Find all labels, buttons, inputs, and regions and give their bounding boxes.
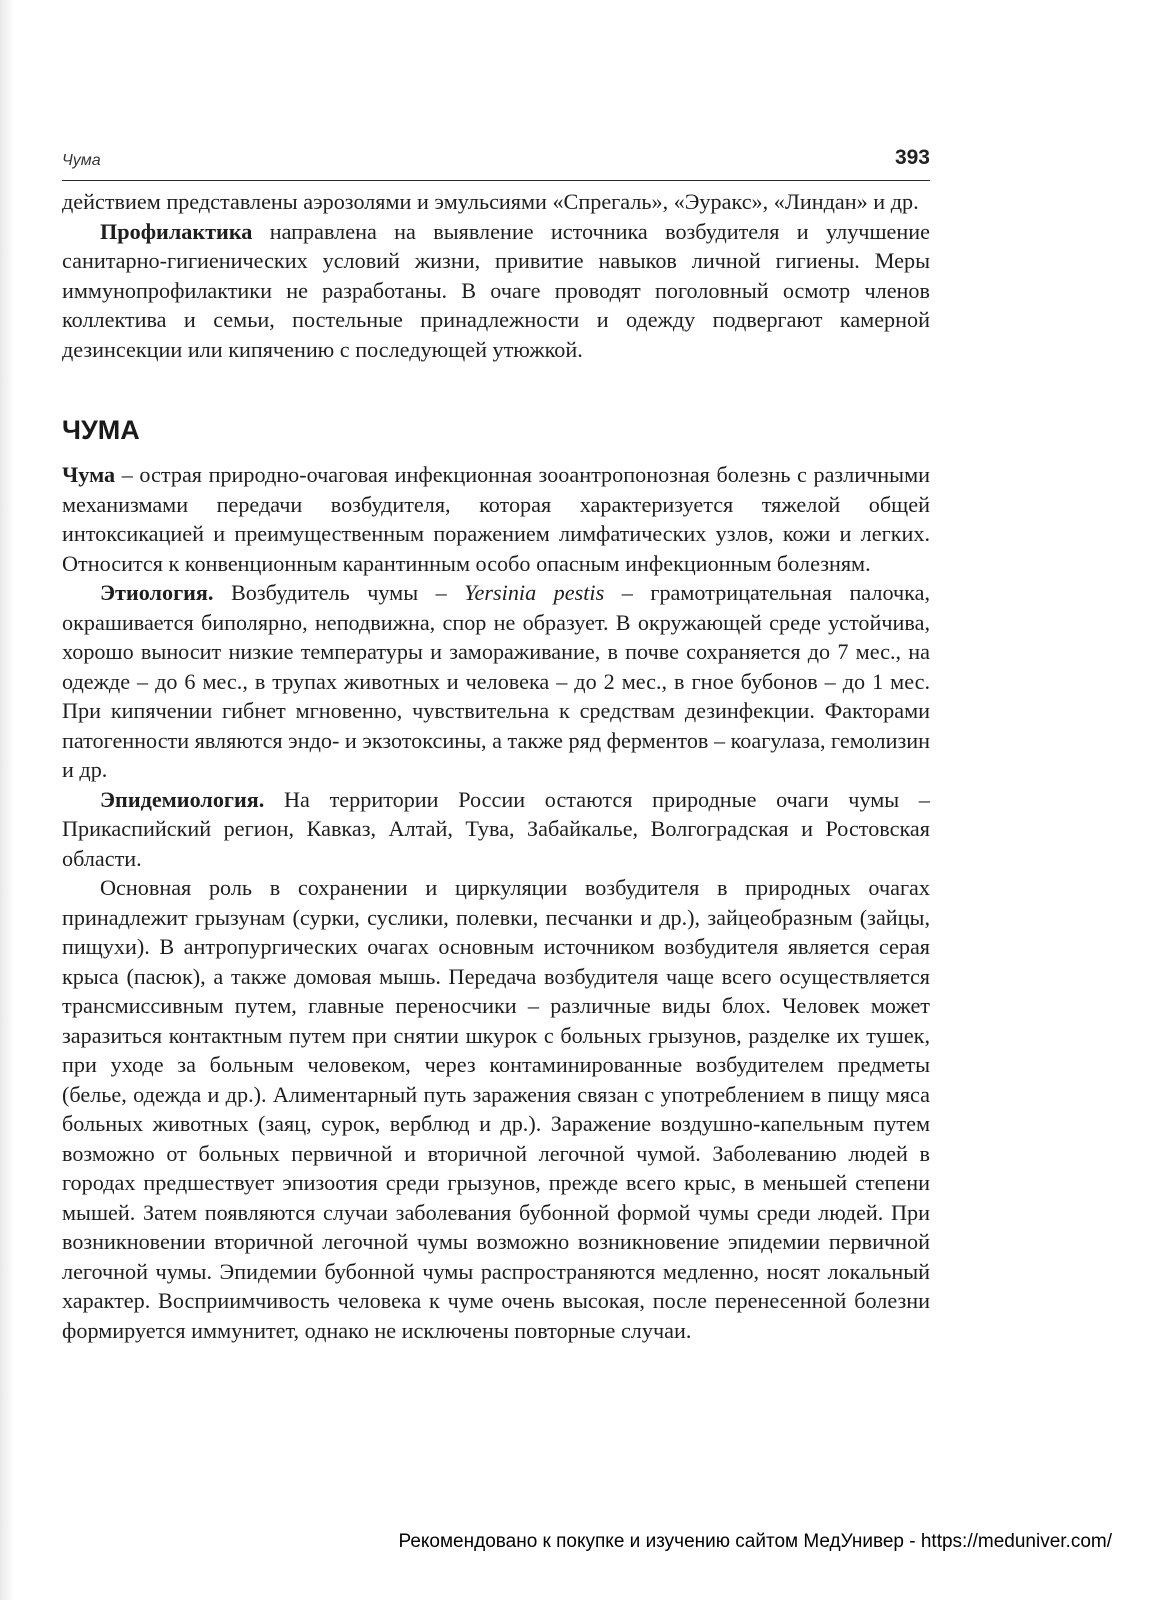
- definition-term: Чума: [62, 462, 116, 487]
- page-body: [62, 187, 930, 1345]
- prophylaxis-paragraph: [62, 217, 930, 365]
- scan-shadow-edge: [0, 0, 14, 1600]
- epidemiology-paragraph: [62, 785, 930, 874]
- section-heading: ЧУМА: [62, 415, 140, 445]
- epidemiology-text: На территории России остаются природные очаги чумы – Прикаспийский регион, Кавказ, Алтай, Тува, Забайкалье, Волгоградская и Ростовская области.: [62, 786, 930, 871]
- etiology-term: Этиология.: [100, 580, 214, 605]
- epidemiology-term: Эпидемиология.: [100, 786, 265, 812]
- continued-paragraph: действием представлены аэрозолями и эмульсиями «Спрегаль», «Эуракс», «Линдан» и др.: [62, 189, 919, 214]
- footer-recommendation: Рекомендовано к покупке и изучению сайтом МедУнивер - https://meduniver.com/: [398, 1531, 1112, 1552]
- book-page: [62, 148, 930, 1345]
- page-number: 393: [894, 146, 930, 169]
- definition-text: – острая природно-очаговая инфекционная зооантропонозная болезнь с различными механизмами передачи возбудителя, которая характеризуется тяжелой общей интоксикацией и преимущественным поражением лимфатических узлов, кожи и легких. Относится к конвенционным карантинным особо опасным инфекционным болезням.: [62, 462, 930, 576]
- epidemiology-continued-paragraph: Основная роль в сохранении и циркуляции возбудителя в природных очагах принадлежит грызунам (сурки, суслики, полевки, песчанки и др.), зайцеобразным (зайцы, пищухи). В антропургических очагах основным источником возбудителя является серая крыса (пасюк), а также домовая мышь. Передача возбудителя чаще всего осуществляется трансмиссивным путем, главные переносчики – различные виды блох. Человек может заразиться контактным путем при снятии шкурок с больных грызунов, разделке их тушек, при уходе за больным человеком, через контаминированные возбудителем предметы (белье, одежда и др.). Алиментарный путь заражения связан с употреблением в пищу мяса больных животных (заяц, сурок, верблюд и др.). Заражение воздушно-капельным путем возможно от больных первичной и вторичной легочной чумой. Заболеванию людей в городах предшествует эпизоотия среди грызунов, прежде всего крыс, в меньшей степени мышей. Затем появляются случаи заболевания бубонной формой чумы среди людей. При возникновении вторичной легочной чумы возможно возникновение эпидемии первичной легочной чумы. Эпидемии бубонной чумы распространяются медленно, носят локальный характер. Восприимчивость человека к чуме очень высокая, после перенесенной болезни формируется иммунитет, однако не исключены повторные случаи.: [62, 875, 930, 1343]
- running-header: [62, 148, 930, 181]
- running-header-title: Чума: [62, 152, 101, 169]
- prophylaxis-term: Профилактика: [100, 218, 253, 244]
- pathogen-latin-name: Yersinia pestis: [464, 580, 605, 605]
- etiology-text-after: – грамотрицательная палочка, окрашивается биполярно, неподвижна, спор не образует. В окружающей среде устойчива, хорошо выносит низкие температуры и замораживание, в почве сохраняется до 7 мес., на одежде – до 6 мес., в трупах животных и человека – до 2 мес., в гное бубонов – до 1 мес. При кипячении гибнет мгновенно, чувствительна к средствам дезинфекции. Факторами патогенности являются эндо- и экзотоксины, а также ряд ферментов – коагулаза, гемолизин и др.: [62, 580, 930, 782]
- definition-paragraph: [62, 460, 930, 578]
- etiology-paragraph: [62, 578, 930, 785]
- prophylaxis-text: направлена на выявление источника возбудителя и улучшение санитарно-гигиенических условий жизни, привитие навыков личной гигиены. Меры иммунопрофилактики не разработаны. В очаге проводят поголовный осмотр членов коллектива и семьи, постельные принадлежности и одежду подвергают камерной дезинсекции или кипячению с последующей утюжкой.: [62, 218, 930, 362]
- etiology-text-before: Возбудитель чумы –: [213, 580, 465, 605]
